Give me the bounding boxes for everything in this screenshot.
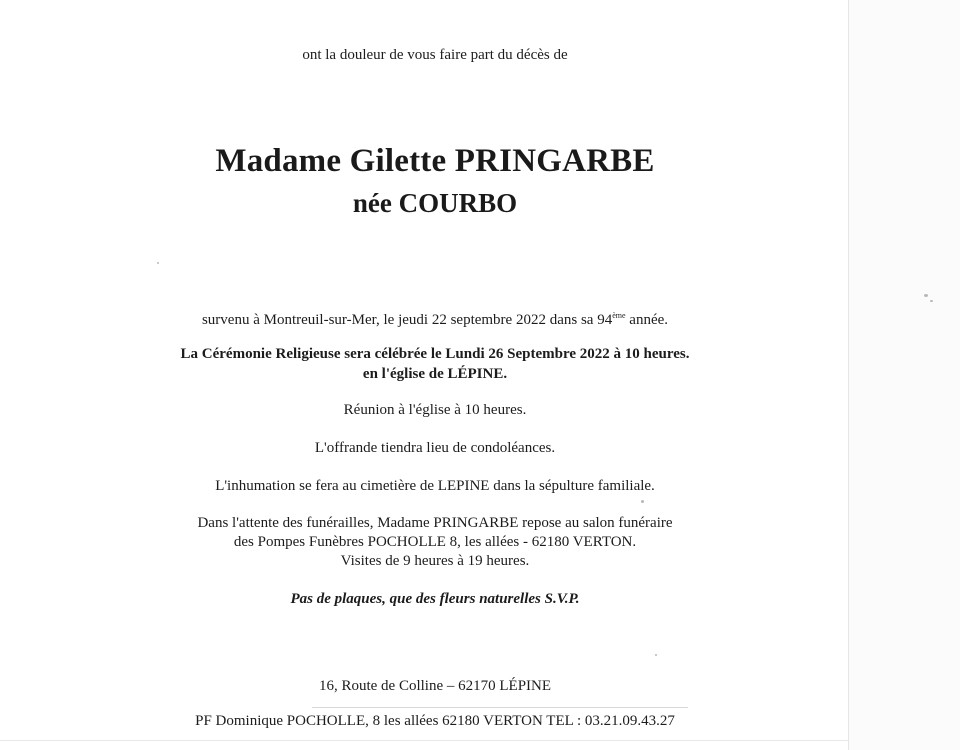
scan-speck [641,500,644,503]
meeting-text: Réunion à l'église à 10 heures. [343,402,527,418]
scan-speck [157,262,159,264]
page-bottom-edge [0,740,848,741]
burial-text: L'inhumation se fera au cimetière de LEPINE dans la sépulture familiale. [215,478,655,494]
footer-contact: PF Dominique POCHOLLE, 8 les allées 62180 VERTON TEL : 03.21.09.43.27 [195,713,675,729]
ceremony-line-1: La Cérémonie Religieuse sera célébrée le Lundi 26 Septembre 2022 à 10 heures. [180,346,690,362]
address-text: 16, Route de Colline – 62170 LÉPINE [318,678,552,694]
death-notice-text: survenu à Montreuil-sur-Mer, le jeudi 22 septembre 2022 dans sa 94 [201,312,613,328]
offering-text: L'offrande tiendra lieu de condoléances. [314,440,556,456]
death-notice-suffix: année. [625,312,669,328]
funeral-home-line-1: Dans l'attente des funérailles, Madame PRINGARBE repose au salon funéraire [197,515,673,531]
scan-speck [655,654,657,656]
death-notice [0,312,870,329]
maiden-name: née COURBO [352,188,518,218]
flowers-note: Pas de plaques, que des fleurs naturelles S.V.P. [290,591,580,607]
ceremony-line-2: en l'église de LÉPINE. [362,366,508,382]
intro-text: ont la douleur de vous faire part du décès de [302,47,568,63]
scan-speck [930,300,933,302]
death-notice-superscript: ème [612,311,626,320]
funeral-home-line-3: Visites de 9 heures à 19 heures. [340,553,530,569]
scan-margin [848,0,960,750]
separator-line [312,707,688,708]
deceased-name: Madame Gilette PRINGARBE [215,143,655,179]
scan-speck [924,294,928,297]
funeral-home-line-2: des Pompes Funèbres POCHOLLE 8, les allées - 62180 VERTON. [233,534,637,550]
